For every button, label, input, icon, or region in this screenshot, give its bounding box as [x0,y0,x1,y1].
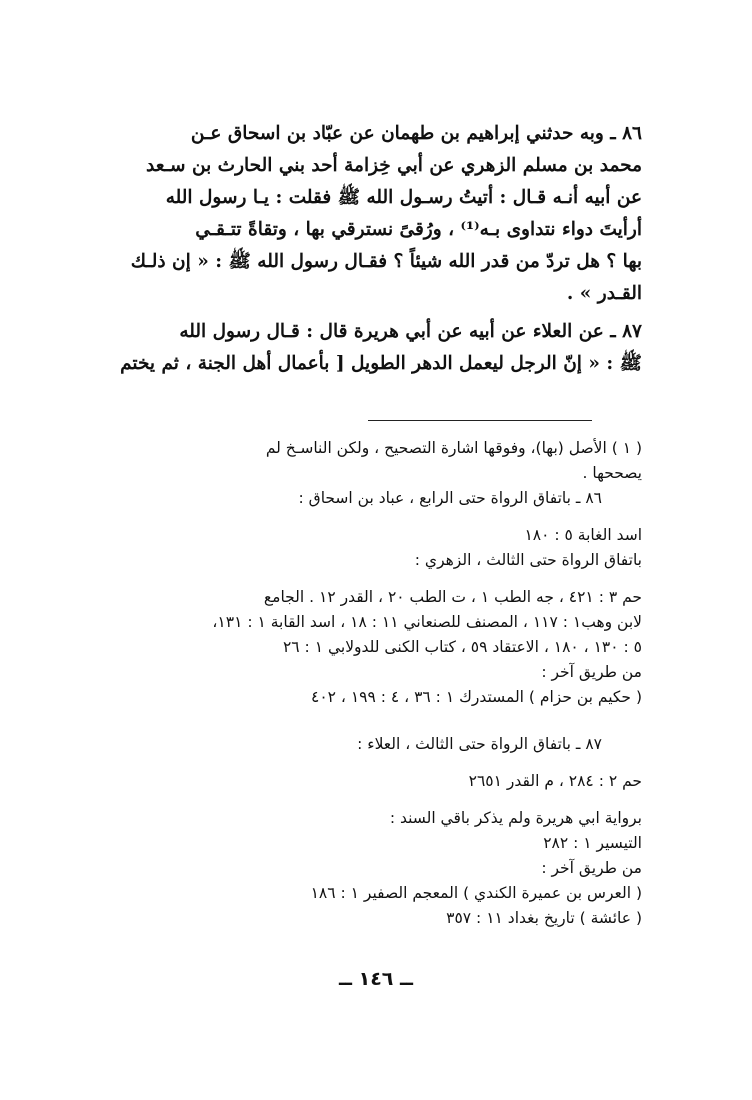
takhrij-86-reference: اسد الغابة ٥ : ١٨٠ [524,526,642,544]
text-line: ﷺ : « إنّ الرجل ليعمل الدهر الطويل [ بأعمال أهل الجنة ، ثم يختم [120,353,642,374]
text-line: بها ؟ هل تردّ من قدر الله شيئاً ؟ فقـال رسول الله ﷺ : « إن ذلـك [130,251,642,272]
takhrij-87-reference: التيسير ١ : ٢٨٢ [543,834,642,852]
takhrij-86-reference: حم ٣ : ٤٢١ ، جه الطب ١ ، ت الطب ٢٠ ، القدر ١٢ . الجامع [263,588,642,606]
other-route-reference: ( العرس بن عميرة الكندي ) المعجم الصفير ١ : ١٨٦ [310,884,642,902]
takhrij-87-subheader: برواية ابي هريرة ولم يذكر باقي السند : [389,809,642,827]
footnote-1-line: ( ١ ) الأصل (بها)، وفوقها اشارة التصحيح ، ولكن الناسـخ لم [265,439,642,457]
text-line: ٨٦ ـ وبه حدثني إبراهيم بن طهمان عن عبّاد بن اسحاق عـن [190,123,642,144]
takhrij-86-reference: ٥ : ١٣٠ ، ١٨٠ ، الاعتقاد ٥٩ ، كتاب الكنى للدولابي ١ : ٢٦ [282,638,642,656]
text-line: محمد بن مسلم الزهري عن أبي خِزامة أحد بني الحارث بن سـعد [146,155,642,176]
footnote-1-line: يصححها . [582,464,642,482]
other-route-label: من طريق آخر : [541,663,642,681]
text-line: أرأيتَ دواء نتداوى بـه⁽¹⁾ ، ورُقىً نسترقي بها ، وتقاةً تتـقـي [195,219,642,240]
other-route-reference: ( حكيم بن حزام ) المستدرك ١ : ٣٦ ، ٤ : ١٩٩ ، ٤٠٢ [311,688,642,706]
text-line: القـدر » . [566,283,642,304]
other-route-label: من طريق آخر : [541,859,642,877]
page-number: ــ ١٤٦ ــ [338,968,413,990]
hadith-86-paragraph [128,118,642,310]
footnotes-section [128,436,642,931]
takhrij-86-reference: لابن وهب١ : ١١٧ ، المصنف للصنعاني ١١ : ١٨ ، اسد القابة ١ : ١٣١، [212,613,642,631]
takhrij-87-header: ٨٧ ـ باتفاق الرواة حتى الثالث ، العلاء : [357,735,602,753]
other-route-reference: ( عائشة ) تاريخ بغداد ١١ : ٣٥٧ [446,909,642,927]
hadith-87-paragraph [120,316,642,380]
main-text [120,118,642,386]
takhrij-86-subheader: باتفاق الرواة حتى الثالث ، الزهري : [414,551,642,569]
text-line: ٨٧ ـ عن العلاء عن أبيه عن أبي هريرة قال : قـال رسول الله [179,321,642,342]
text-line: عن أبيه أنـه قـال : أتيتُ رسـول الله ﷺ فقلت : يـا رسول الله [165,187,642,208]
takhrij-86-header: ٨٦ ـ باتفاق الرواة حتى الرابع ، عباد بن اسحاق : [298,489,602,507]
takhrij-87-reference: حم ٢ : ٢٨٤ ، م القدر ٢٦٥١ [468,772,642,790]
footnote-divider [368,420,592,421]
